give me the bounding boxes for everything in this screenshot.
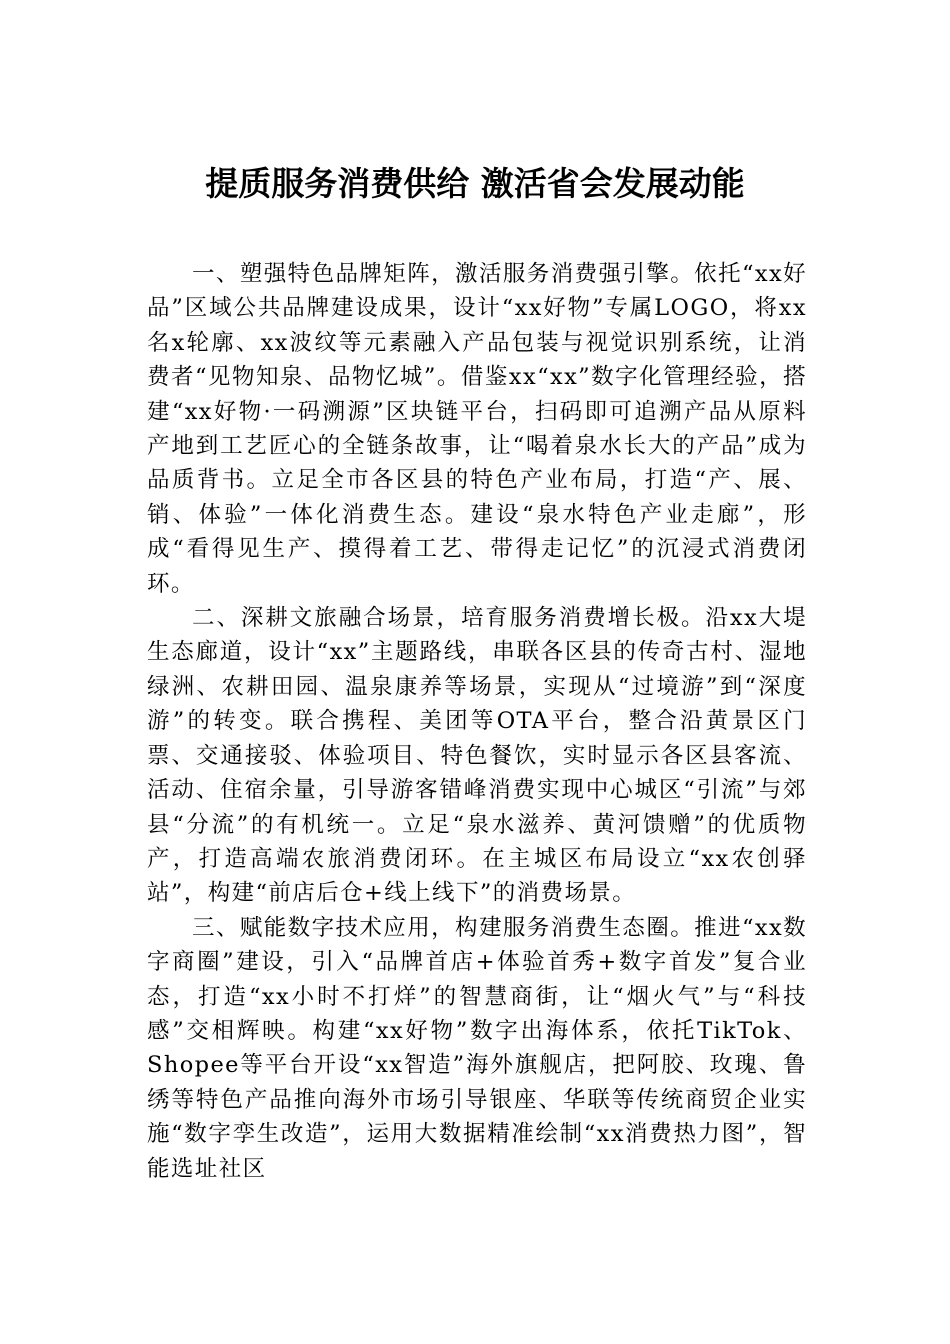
document-body <box>147 257 807 1186</box>
paragraph-brand-matrix: 一、塑强特色品牌矩阵，激活服务消费强引擎。依托“xx好品”区域公共品牌建设成果，设计“xx好物”专属LOGO，将xx名x轮廓、xx波纹等元素融入产品包装与视觉识别系统，让消费者“见物知泉、品物忆城”。借鉴xx“xx”数字化管理经验，搭建“xx好物·一码溯源”区块链平台，扫码即可追溯产品从原料产地到工艺匠心的全链条故事，让“喝着泉水长大的产品”成为品质背书。立足全市各区县的特色产业布局，打造“产、展、销、体验”一体化消费生态。建设“泉水特色产业走廊”，形成“看得见生产、摸得着工艺、带得走记忆”的沉浸式消费闭环。 <box>147 261 807 597</box>
document-title: 提质服务消费供给 激活省会发展动能 <box>205 164 745 203</box>
paragraph-culture-tourism: 二、深耕文旅融合场景，培育服务消费增长极。沿xx大堤生态廊道，设计“xx”主题路线，串联各区县的传奇古村、湿地绿洲、农耕田园、温泉康养等场景，实现从“过境游”到“深度游”的转变。联合携程、美团等OTA平台，整合沿黄景区门票、交通接驳、体验项目、特色餐饮，实时显示各区县客流、活动、住宿余量，引导游客错峰消费实现中心城区“引流”与郊县“分流”的有机统一。立足“泉水滋养、黄河馈赠”的优质物产，打造高端农旅消费闭环。在主城区布局设立“xx农创驿站”，构建“前店后仓+线上线下”的消费场景。 <box>147 605 807 907</box>
paragraph-digital-tech: 三、赋能数字技术应用，构建服务消费生态圈。推进“xx数字商圈”建设，引入“品牌首店+体验首秀+数字首发”复合业态，打造“xx小时不打烊”的智慧商街，让“烟火气”与“科技感”交相辉映。构建“xx好物”数字出海体系，依托TikTok、Shopee等平台开设“xx智造”海外旗舰店，把阿胶、玫瑰、鲁绣等特色产品推向海外市场引导银座、华联等传统商贸企业实施“数字孪生改造”，运用大数据精准绘制“xx消费热力图”，智能选址社区 <box>147 914 807 1182</box>
